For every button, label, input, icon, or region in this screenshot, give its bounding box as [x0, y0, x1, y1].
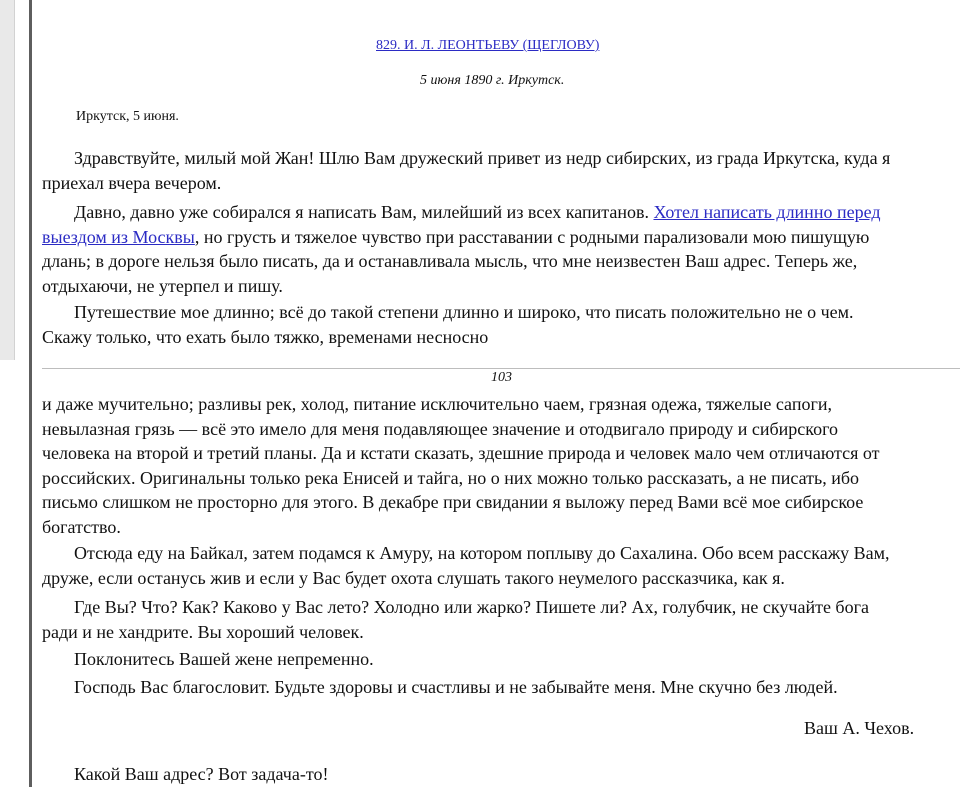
- paragraph-baikal: [42, 541, 960, 590]
- postscript: Какой Ваш адрес? Вот задача-то!: [74, 764, 329, 784]
- paragraph-line: длань; в дороге нельзя было писать, да и останавливала мысль, что мне неизвестен Ваш адрес. Теперь же,: [42, 251, 858, 271]
- document-page: [42, 0, 960, 787]
- paragraph-greeting: [42, 146, 960, 195]
- paragraph-line: Скажу только, что ехать было тяжко, временами несносно: [42, 326, 489, 347]
- paragraph-questions: [42, 595, 960, 644]
- paragraph-line: невылазная грязь — всё это имело для меня подавляющее значение и отодвигало природу и сибирского: [42, 418, 839, 439]
- paragraph-line: ради и не хандрите. Вы хороший человек.: [42, 621, 364, 642]
- paragraph-blessing: Господь Вас благословит. Будьте здоровы и счастливы и не забывайте меня. Мне скучно без людей.: [74, 677, 838, 697]
- paragraph-line: российских. Оригинальны только река Енисей и тайга, но о них можно только рассказать, а не писать, ибо: [42, 467, 860, 488]
- letter-title-link[interactable]: 829. И. Л. ЛЕОНТЬЕВУ (ЩЕГЛОВУ): [376, 38, 600, 53]
- place-date: Иркутск, 5 июня.: [76, 109, 179, 124]
- paragraph-line: друже, если останусь жив и если у Вас будет охота слушать такого неумелого рассказчика, как я.: [42, 567, 785, 588]
- paragraph-line: человека на второй и третий планы. Да и кстати сказать, здешние природа и человек мало чем отличаются от: [42, 443, 880, 463]
- paragraph-text: Давно, давно уже собирался я написать Вам, милейший из всех капитанов.: [74, 202, 654, 222]
- paragraph-line: Где Вы? Что? Как? Каково у Вас лето? Холодно или жарко? Пишете ли? Ах, голубчик, не скучайте бога: [74, 597, 869, 617]
- signature: Ваш А. Чехов.: [804, 718, 915, 738]
- paragraph-long-ago: [42, 200, 960, 298]
- paragraph-line: отдыхаючи, не утерпел и пишу.: [42, 275, 283, 296]
- paragraph-line: приехал вчера вечером.: [42, 172, 222, 193]
- paragraph-line: богатство.: [42, 516, 121, 537]
- paragraph-text: , но грусть и тяжелое чувство при расставании с родными парализовали мою пишущую: [194, 226, 870, 247]
- page-number: 103: [491, 370, 512, 385]
- paragraph-line: Отсюда еду на Байкал, затем подамся к Амуру, на котором поплыву до Сахалина. Обо всем расскажу Вам,: [74, 543, 890, 563]
- paragraph-line: [42, 225, 960, 250]
- viewer-sidebar-strip: [0, 0, 15, 360]
- page-divider: [42, 368, 960, 369]
- paragraph-line: Путешествие мое длинно; всё до такой степени длинно и широко, что писать положительно не о чем.: [74, 302, 854, 322]
- paragraph-line: [42, 200, 960, 225]
- paragraph-line: Здравствуйте, милый мой Жан! Шлю Вам дружеский привет из недр сибирских, из града Иркутска, куда я: [74, 148, 891, 168]
- paragraph-line: и даже мучительно; разливы рек, холод, питание исключительно чаем, грязная одежа, тяжелые сапоги,: [42, 394, 832, 414]
- paragraph-line: письмо слишком не просторно для этого. В декабре при свидании я выложу перед Вами всё мое сибирское: [42, 492, 864, 512]
- footnote-link[interactable]: Хотел написать длинно перед: [653, 202, 881, 222]
- letter-date: 5 июня 1890 г. Иркутск.: [420, 73, 565, 88]
- page-edge-line: [29, 0, 32, 787]
- paragraph-hardships: [42, 392, 960, 539]
- paragraph-regards: Поклонитесь Вашей жене непременно.: [74, 649, 374, 669]
- paragraph-journey: [42, 300, 960, 349]
- footnote-link-continued[interactable]: выездом из Москвы: [42, 226, 195, 247]
